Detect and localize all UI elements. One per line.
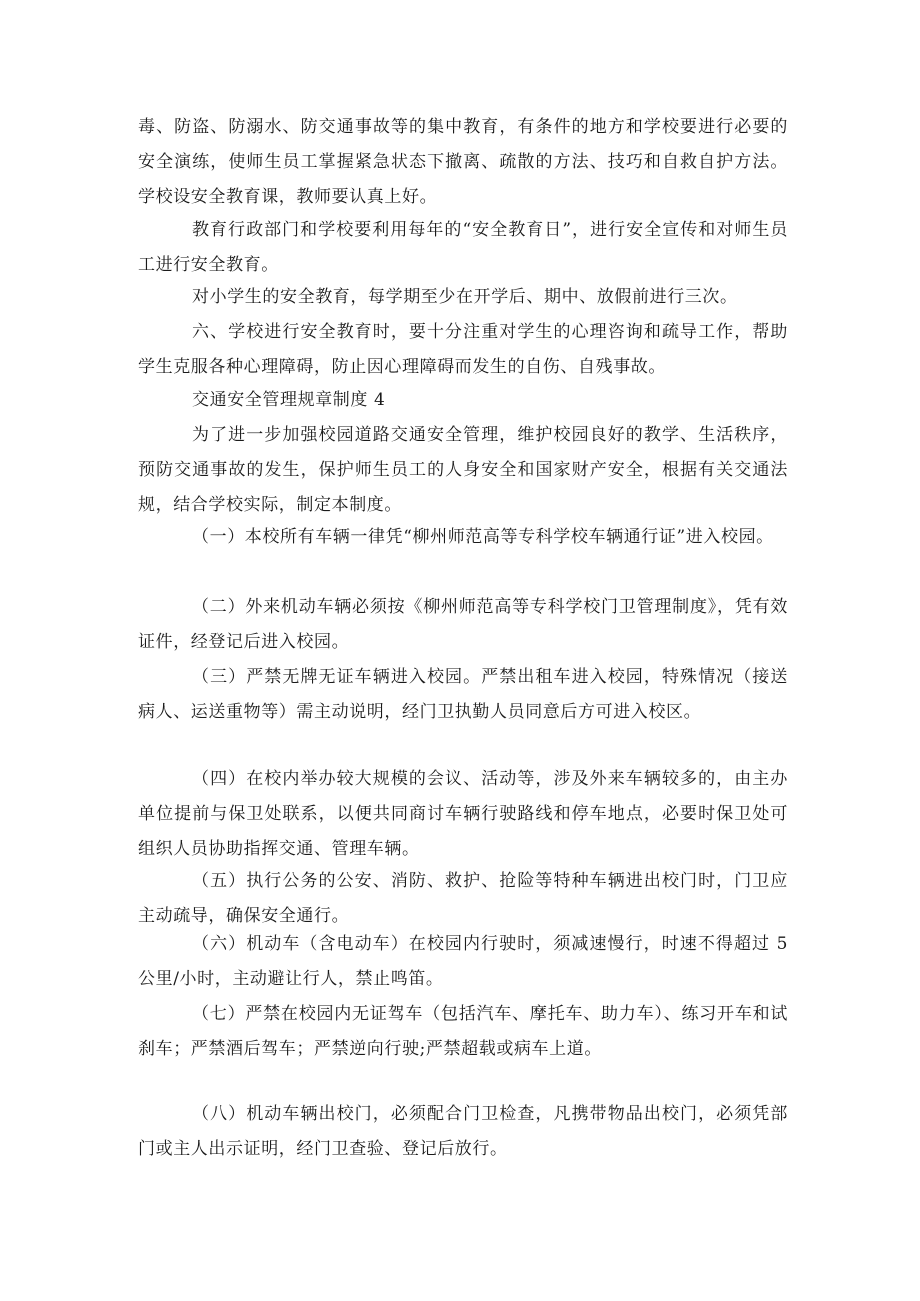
paragraph-rule-3: （三）严禁无牌无证车辆进入校园。严禁出租车进入校园，特殊情况（接送病人、运送重物等）需主动说明，经门卫执勤人员同意后方可进入校区。 <box>138 667 788 722</box>
paragraph-item-six-psychology: 六、学校进行安全教育时，要十分注重对学生的心理咨询和疏导工作，帮助学生克服各种心理障碍，防止因心理障碍而发生的自伤、自残事故。 <box>138 322 788 377</box>
paragraph-rule-8: （八）机动车辆出校门，必须配合门卫检查，凡携带物品出校门，必须凭部门或主人出示证明，经门卫查验、登记后放行。 <box>138 1104 788 1159</box>
paragraph-safety-education-continued: 毒、防盗、防溺水、防交通事故等的集中教育，有条件的地方和学校要进行必要的安全演练，使师生员工掌握紧急状态下撤离、疏散的方法、技巧和自救自护方法。学校设安全教育课，教师要认真上好。 <box>138 117 788 207</box>
paragraph-rule-2: （二）外来机动车辆必须按《柳州师范高等专科学校门卫管理制度》，凭有效证件，经登记后进入校园。 <box>138 597 788 652</box>
paragraph-rule-5: （五）执行公务的公安、消防、救护、抢险等特种车辆进出校门时，门卫应主动疏导，确保安全通行。 <box>138 871 788 926</box>
paragraph-rule-6: （六）机动车（含电动车）在校园内行驶时，须减速慢行，时速不得超过 5 公里/小时，主动避让行人，禁止鸣笛。 <box>138 934 788 989</box>
paragraph-traffic-intro: 为了进一步加强校园道路交通安全管理，维护校园良好的教学、生活秩序，预防交通事故的发生，保护师生员工的人身安全和国家财产安全，根据有关交通法规，结合学校实际，制定本制度。 <box>138 425 788 515</box>
paragraph-rule-4: （四）在校内举办较大规模的会议、活动等，涉及外来车辆较多的，由主办单位提前与保卫处联系，以便共同商讨车辆行驶路线和停车地点，必要时保卫处可组织人员协助指挥交通、管理车辆。 <box>138 769 788 859</box>
section-heading-traffic-rules-4: 交通安全管理规章制度 4 <box>192 390 386 410</box>
paragraph-rule-7: （七）严禁在校园内无证驾车（包括汽车、摩托车、助力车）、练习开车和试刹车；严禁酒后驾车；严禁逆向行驶;严禁超载或病车上道。 <box>138 1004 788 1059</box>
paragraph-primary-school-education: 对小学生的安全教育，每学期至少在开学后、期中、放假前进行三次。 <box>192 287 738 307</box>
paragraph-safety-education-day: 教育行政部门和学校要利用每年的“安全教育日”，进行安全宣传和对师生员工进行安全教育。 <box>138 220 788 275</box>
paragraph-rule-1: （一）本校所有车辆一律凭“柳州师范高等专科学校车辆通行证”进入校园。 <box>192 527 774 547</box>
